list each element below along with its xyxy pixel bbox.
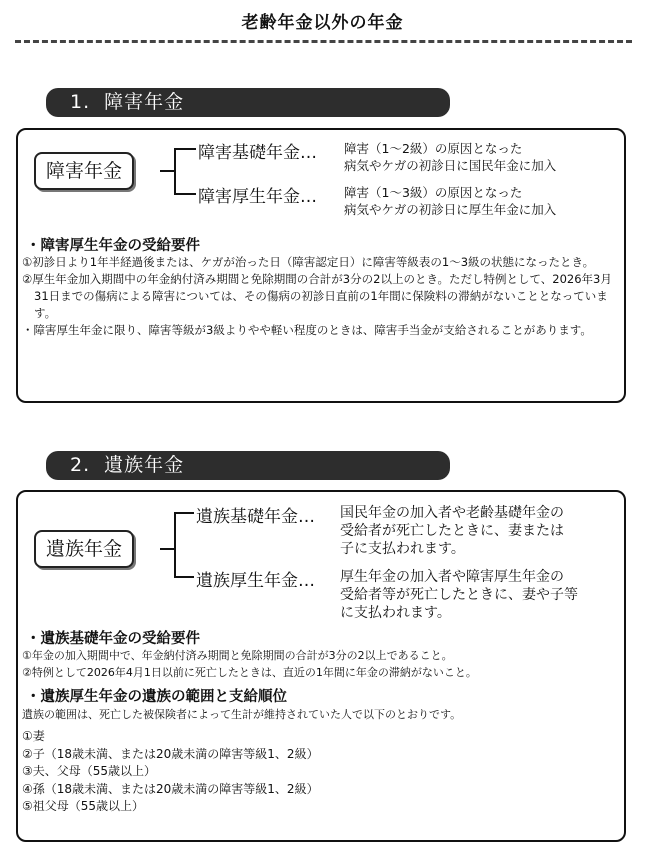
disability-requirements [22,254,618,339]
branch-employee-disability: 障害厚生年金… [198,187,317,207]
list-item: ⑤祖父母（55歳以上） [22,799,145,813]
survivor-basic-requirements-title: ・遺族基礎年金の受給要件 [26,631,200,647]
branch-employee-survivor-desc [340,568,578,622]
desc-line: に支払われます。 [340,605,451,621]
bracket-stem [160,170,174,172]
list-item: ①妻 [22,729,45,743]
disability-requirements-title: ・障害厚生年金の受給要件 [26,238,200,254]
branch-basic-disability-desc [344,140,556,174]
bracket-top [174,148,196,150]
disability-pension-box [16,128,626,403]
bracket-top [174,512,194,514]
badge-disability-pension: 障害年金 [34,152,134,190]
section-heading-text: 障害年金 [104,91,185,113]
section-number: 1. [70,91,91,113]
survivor-pension-box [16,490,626,842]
desc-line: 国民年金の加入者や老齢基礎年金の [340,505,564,521]
title-divider [15,40,632,43]
section-heading-survivor [46,451,450,480]
desc-line: 障害（1～3級）の原因となった [344,185,523,200]
list-item: ③夫、父母（55歳以上） [22,764,157,778]
requirement-item: ・障害厚生年金に限り、障害等級が3級よりやや軽い程度のときは、障害手当金が支給されることがあります。 [22,323,592,337]
requirement-item: ②厚生年金加入期間中の年金納付済み期間と免除期間の合計が3分の2以上のとき。ただし特例として、2026年3月31日までの傷病による障害については、その傷病の初診日直前の1年間に保険料の滞納がないこととなっています。 [22,272,612,320]
desc-line: 受給者が死亡したときに、妻または [340,523,564,539]
branch-basic-disability: 障害基礎年金… [198,143,317,163]
requirement-item: ①年金の加入期間中で、年金納付済み期間と免除期間の合計が3分の2以上であること。 [22,649,453,662]
branch-basic-survivor-desc [340,504,564,558]
desc-line: 子に支払われます。 [340,541,465,557]
desc-line: 障害（1～2級）の原因となった [344,141,523,156]
bracket-bottom [174,576,194,578]
requirement-item: ①初診日より1年半経過後または、ケガが治った日（障害認定日）に障害等級表の1～3級の状態になったとき。 [22,255,595,269]
branch-employee-disability-desc [344,184,556,218]
section-heading-text: 遺族年金 [104,454,185,476]
desc-line: 病気やケガの初診日に国民年金に加入 [344,158,557,173]
list-item: ④孫（18歳未満、または20歳未満の障害等級1、2級） [22,781,319,796]
bracket-vertical [174,148,176,193]
bracket-stem [160,548,174,550]
desc-line: 厚生年金の加入者や障害厚生年金の [340,569,564,585]
requirement-item: ②特例として2026年4月1日以前に死亡したときは、直近の1年間に年金の滞納がないこと。 [22,666,477,679]
branch-employee-survivor: 遺族厚生年金… [196,571,315,591]
page-title: 老齢年金以外の年金 [241,13,404,33]
section-number: 2. [70,454,91,476]
branch-basic-survivor: 遺族基礎年金… [196,507,315,527]
desc-line: 病気やケガの初診日に厚生年金に加入 [344,202,557,217]
survivor-basic-requirements [22,647,622,681]
desc-line: 受給者等が死亡したときに、妻や子等 [340,587,578,603]
bracket-vertical [174,512,176,576]
list-item: ②子（18歳未満、または20歳未満の障害等級1、2級） [22,746,319,761]
survivor-scope-list [22,728,319,816]
section-heading-disability [46,88,450,117]
bracket-bottom [174,193,196,195]
survivor-scope-intro: 遺族の範囲は、死亡した被保険者によって生計が維持されていた人で以下のとおりです。 [22,708,462,721]
badge-survivor-pension: 遺族年金 [34,530,134,568]
survivor-scope-title: ・遺族厚生年金の遺族の範囲と支給順位 [26,689,287,705]
